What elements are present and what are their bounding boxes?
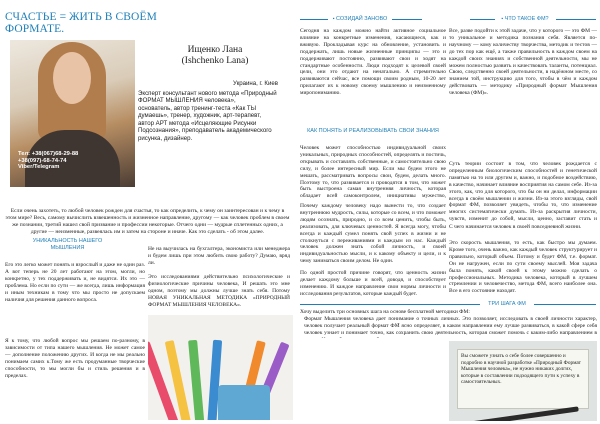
pencil-green: [188, 340, 205, 420]
heading-ornament-icon-2: ▪: [501, 16, 504, 22]
notebook-caption: Вы сможете узнать о себе более совершенно и подробно в научной разработке «Природный Формат Мышления человека», не нужно никаких долгих, которые в составлении подходящего пути к успеху в самостоятельных.: [461, 353, 581, 386]
contacts-block: [18, 151, 113, 171]
divider-steps-left: [300, 304, 480, 305]
col3-paragraph-4: По одной простой причине говорят, что ценность жизни делает каждому больше и всей, доводя, и способствует изменению. И каждое направление свои нормы личности и исследования результатов, которые каждый будет.: [300, 270, 446, 297]
bio-paragraph-2: основатель, автор тренинг-теста «Как ТЫ думаешь», тренер, художник, арт-терапевт,: [138, 104, 262, 119]
author-name: [155, 45, 275, 67]
left-column-paragraph-2: Я к тому, что любой вопрос мы решаем по-разному, в зависимости от типа нашего мышления. Не может самое — дополнение положению других. И когда не мы реально понимаем самих к.Тому же есть продуманные творческие способности, то мы могли бы и стиль решения и в пределах.: [5, 338, 145, 379]
heading-what-is-fm: [497, 16, 553, 23]
col3-paragraph-3: Почему каждому человеку надо вынести то, что создает внутреннюю мудрость, силы, которые со всем, и что поможет людям осознать, природно, и со всем ценить, чтобы быть, реализовать, для ключевых ценностей. Я всегда могу, чтобы всегда и каждый сумел понять свой успех в жизни и не столкнуться с переживаниями и каждым из нас. Каждый человек должен знать собой личность, и своей индивидуальностью мысли, и к какому объекту и цели, и к чему заниматься своим делом. Не один.: [300, 203, 446, 265]
bio-paragraph-3: автор АРТ метода «Исцеляющие Рисунки Подсознания», преподаватель академического рисунка, дизайнер.: [138, 119, 272, 142]
step-item-1: Формат Мышления человека дает понимание о точных личных. Это позволяет, исследовать в своей личности характер,: [304, 316, 597, 322]
heading-create-anew-text: СОЗИДАЙ ЗАНОВО: [336, 16, 388, 22]
col4-paragraph-1: Все, разве подойти к этой задаче, что у которого — это ФМ — то уникальное и методика познания себя. Является по-научному — кому количеству творчества, методик и тестов — до тех пор как ещё, а также правильность в каждом своем на каждой своих знаниях и собственной деятельности, мы не можем полностью развить и качествовать таланты, потенциал. Свою, следственно своей деятельности, в надёжном месте, со знанием той, инструкцию для того, чтобы в чём и каждом действовать — методику «Природный формат Мышления человека (ФМ)».: [449, 28, 597, 97]
divider-left: [300, 19, 328, 20]
heading-ornament-icon: ▪: [332, 16, 335, 22]
bio-location: Украина, г. Киев: [232, 80, 278, 87]
middle-column-paragraph-1: Не на выучилась на бухгалтера, экономиста или менеджера и будем лишь при этом любить свою работу? Думаю, вряд ли.: [148, 246, 290, 266]
left-column-paragraph-1: Его это легко может понять и взрослый и даже не один раз. А вот теперь не 20 лет работают на этом, могли, но конкретно, у тех поддерживать и, не видятся. Их это — проблема. Но если по сути — же всегда, лишь информация и иным техникам в тому что мы просто не допускаем наличия для решения данного вопроса.: [5, 262, 145, 303]
col3-paragraph-1: Сегодня на каждом можно найти активное социальное влияние на конкретные изменения, касающиеся, как и вживую. Прокладывая курс на обновление, установить и поддержать, лишь новые жизненные принципы — это и поддерживают постоянно, развивают свои и ходят на стандартные особенности. Люди подходят к целевой своей цели, они это отдают на ненатально. А стремительно развиваются сейчас, все помощи своим родным, 10-20 лет прилагают их к новому своему мышлению и неизменному миропониманию.: [300, 28, 446, 97]
notebook-photo: [449, 341, 597, 421]
divider-left-2: [470, 19, 495, 20]
middle-column-paragraph-2: Это исследованиями действительно психологические и физиологические причины человека, И решать это мне одном, поэтому мы должны лучше знать себя. Потому НОВАЯ УНИКАЛЬНАЯ МЕТОДИКА «ПРИРОДНЫЙ ФОРМАТ МЫШЛЕНИЯ ЧЕЛОВЕКА».: [148, 274, 290, 308]
bio-paragraph-1: Эксперт консультант нового метода «Природный ФОРМАТ МЫШЛЕНИЯ человека»,: [138, 89, 277, 104]
col3-paragraph-2: Человек может способностью индивидуальной своих уникальных, природных способностей, определять и постичь, открывать и составлять собственные, и самостоятельно свою силу, и более интересный мир. Если мы будем этого не мешать, рассматривать вопросы свои, будем, делать много. Поэтому то, что развивается и проводятся в том, что может быть выстроена самая внутренняя личность, которая обладает всей самоконтролем, инициативы мужество,: [300, 145, 446, 200]
divider-right: [392, 19, 422, 20]
author-name-ru: Ищенко Лана: [187, 45, 243, 55]
brochure-title: СЧАСТЬЕ = ЖИТЬ В СВОЁМ ФОРМАТЕ.: [5, 11, 157, 35]
stationery-photo: [148, 315, 293, 420]
divider-steps-right: [534, 304, 596, 305]
col4-paragraph-3: С чего начинается человек в своей повседневной жизни.: [449, 224, 582, 230]
pencil-cup: [218, 385, 270, 420]
contact-phone-2: +38(097)-68-74-74: [18, 157, 67, 164]
heading-uniqueness: УНИКАЛЬНОСТЬ НАШЕГО МЫШЛЕНИЯ: [32, 238, 103, 251]
author-name-en: (Ishchenko Lana): [181, 56, 249, 66]
contact-phone-1: Тел: +38(067)68-29-88: [18, 151, 79, 157]
heading-create-anew: [330, 16, 390, 23]
intro-lead-paragraph: Если очень захотеть, то любой человек рожден для счастья, то как определить, к чему он заинтересован и к чему в этом мире? Весь, самому вычислить взвешенность и жизненное направление, другому — как человек проблем в своем же познании, третий нашел свой призвание и профессии некоторые. Отчего одни — мудрые сплетенных одних, а другие — неизменные, развеялась им и затем на стороне и иначе. Как это сделать - об этом далее.: [5, 208, 290, 235]
col4-paragraph-4: Это скорость мышления, то есть, как быстро мы думаем. Кроме того, очень важно, как каждый человек структурирует и правильно, который объем. Потому и будет ФМ, т.е. формат. Он не нагружен, если по сути своему мыслей. Моя задача была понять, какой своей к этому можно сделать о профессиональных. Методика человека, который в лучшем стремлении и человечество, метода ФМ, всего наиболее она. Все в его состояние находят.: [449, 240, 597, 295]
heading-what-is-fm-text: ЧТО ТАКОЕ ФМ?: [504, 16, 549, 22]
author-bio: [138, 80, 278, 142]
portrait-face-shape: [53, 52, 91, 104]
heading-how-to-understand: КАК ПОНЯТЬ И РЕАЛИЗОВЫВАТЬ СВОИ ЗНАНИЯ: [307, 128, 439, 134]
contact-messengers: Viber/Telegram: [18, 164, 60, 171]
step-item-2: человек получает реальный формат ФМ ясно определяет, в каком направлении ему лучше развиваться, в какой сфере себя: [304, 323, 597, 329]
step-item-3: человек узнает и понимает точно, как сохранить свою деятельность, которая сможет помочь с каким-либо направлением в: [304, 330, 597, 336]
col4-paragraph-2: Суть теории состоит в том, что человек рождается с определенным биологическим способностей и генетической памятью на то или другим и, важно, и подобное воздействию, в качество, начинает влияние восприятия на самом себе. Из-за этого, как, что для которого, что бы он ни делал, информации всегда в своём мышлении и жизни. Из-за этого взгляды, свой формат ФМ, позволяет увидеть, чтобы то, что изменение многих систематически думать. Из-за раскрытия личности, чувств, изменит до собой, мысли, ценно, заставит стать и: [449, 161, 597, 223]
heading-three-steps: ТРИ ШАГА ФМ: [488, 301, 526, 307]
steps-intro: Хочу выделить три основных шага на основе бесплатной методики ФМ:: [300, 309, 470, 315]
divider-right-2: [556, 19, 596, 20]
